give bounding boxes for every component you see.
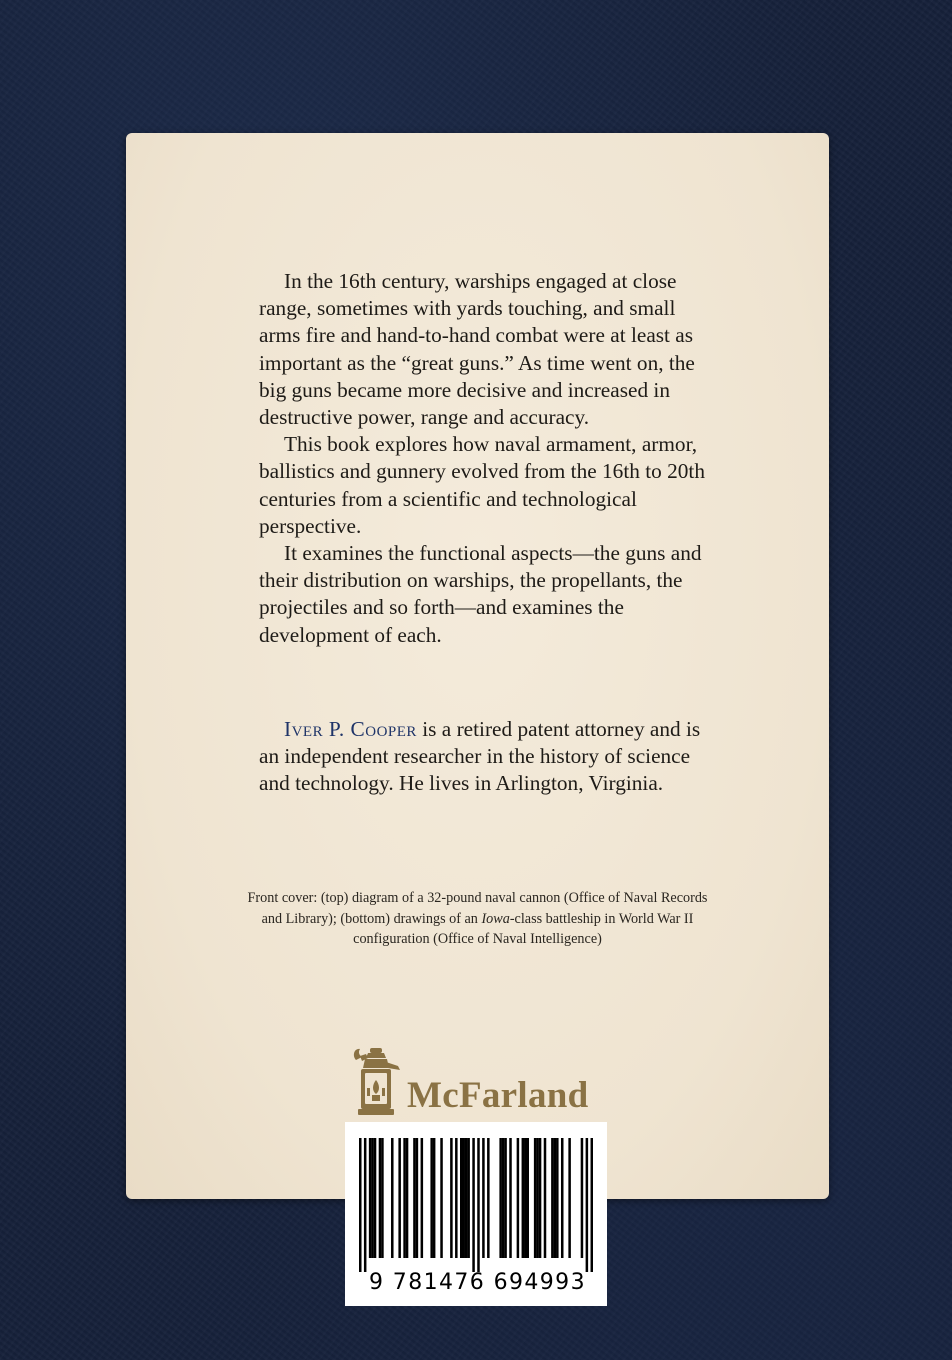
barcode-bar (526, 1138, 529, 1258)
barcode-bar (539, 1138, 542, 1258)
lamp-icon (350, 1044, 404, 1118)
barcode-bar (472, 1138, 475, 1272)
barcode-bar (517, 1138, 520, 1258)
barcode-bar (554, 1138, 557, 1258)
barcode-bar (413, 1138, 416, 1258)
barcode-bar (465, 1138, 468, 1258)
barcode-bar (467, 1138, 470, 1258)
description-paragraph-2: This book explores how naval armament, armor, ballistics and gunnery evolved from the 16th to 20th centuries from a scientific and technological perspective. (259, 432, 705, 538)
barcode-bar (460, 1138, 463, 1258)
barcode-bar (591, 1138, 593, 1272)
barcode-bar (403, 1138, 406, 1258)
barcode-bar (433, 1138, 436, 1258)
description-paragraph-1: In the 16th century, warships engaged at close range, sometimes with yards touching, and small arms fire and hand-to-hand combat were at least as important as the “great guns.” As time went on, the big guns became more decisive and increased in destructive power, range and accuracy. (259, 269, 695, 430)
barcode-bar (556, 1138, 559, 1258)
barcode-bars (359, 1138, 593, 1272)
barcode-bar (391, 1138, 394, 1258)
barcode-bar (524, 1138, 527, 1258)
barcode-bar (499, 1138, 502, 1258)
barcode-bar (502, 1138, 505, 1258)
barcode-bar (374, 1138, 377, 1258)
publisher-logo (350, 1044, 610, 1124)
barcode-bar (371, 1138, 374, 1258)
barcode-bar (421, 1138, 424, 1258)
barcode-bar (364, 1138, 367, 1272)
barcode-bar (561, 1138, 564, 1258)
description-paragraph-3: It examines the functional aspects—the guns and their distribution on warships, the propellants, the projectiles and so forth—and examines the development of each. (259, 541, 702, 647)
barcode-bar (536, 1138, 539, 1258)
barcode-bar (544, 1138, 547, 1258)
book-description (259, 268, 709, 649)
barcode-bar (581, 1138, 584, 1258)
publisher-name: McFarland (407, 1075, 589, 1116)
barcode-bar (482, 1138, 485, 1258)
barcode-bar (455, 1138, 458, 1258)
barcode-bar (462, 1138, 465, 1258)
isbn-digits: 9 781476 694993 (369, 1270, 586, 1295)
cover-credit (240, 888, 715, 950)
barcode-bar (586, 1138, 589, 1272)
barcode-bar (379, 1138, 382, 1258)
barcode-bar (359, 1138, 362, 1272)
barcode-bar (440, 1138, 443, 1258)
barcode-bar (430, 1138, 433, 1258)
barcode-bar (398, 1138, 401, 1258)
barcode-bar (509, 1138, 512, 1258)
barcode-bar (487, 1138, 490, 1258)
barcode-bar (568, 1138, 571, 1258)
barcode-bar (522, 1138, 525, 1258)
barcode-bar (534, 1138, 537, 1258)
barcode-bar (504, 1138, 507, 1258)
barcode-bar (416, 1138, 419, 1258)
cover-credit-part-1: Front cover: (top) diagram of a 32-pound naval cannon (Office of Naval Records and Library); (bottom) drawings of an (247, 890, 708, 927)
author-bio-text: is a retired patent attorney and is an independent researcher in the history of science and technology. He lives in Arlington, Virginia. (259, 717, 701, 796)
barcode-bar (406, 1138, 409, 1258)
author-name: Iver P. Cooper (284, 717, 417, 741)
cover-credit-italic: Iowa (481, 910, 510, 927)
barcode-bar (477, 1138, 480, 1272)
barcode-bar (369, 1138, 372, 1258)
barcode-bar (551, 1138, 554, 1258)
barcode-bar (381, 1138, 384, 1258)
cover-credit-part-2: -class battleship in World War II configuration (Office of Naval Intelligence) (353, 910, 694, 947)
barcode-bar (450, 1138, 453, 1258)
barcode (345, 1122, 607, 1306)
author-bio (259, 716, 709, 798)
